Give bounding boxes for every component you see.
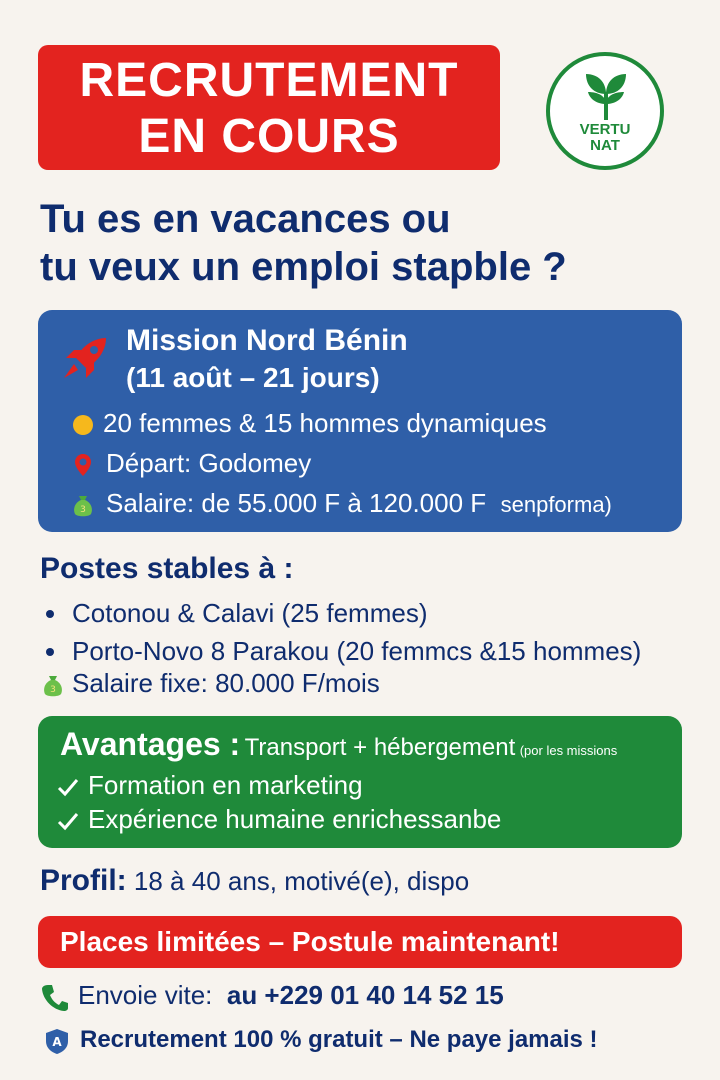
mission-people: 20 femmes & 15 hommes dynamiques <box>103 408 547 438</box>
checkmark-icon <box>56 809 80 833</box>
profile-row <box>40 864 469 898</box>
benefit-text: Expérience humaine enrichessanbe <box>88 804 502 834</box>
mission-card <box>38 310 682 532</box>
mission-dates: (11 août – 21 jours) <box>126 362 380 393</box>
logo-line-1: VERTU <box>579 121 631 138</box>
stable-positions-list <box>40 594 700 670</box>
banner-line-2: EN COURS <box>138 110 400 163</box>
fixed-salary: Salaire fixe: 80.000 F/mois <box>72 668 380 698</box>
rocket-icon <box>60 332 112 384</box>
benefits-small-note: (por les missions <box>519 743 618 758</box>
contact-label: Envoie vite: <box>78 980 213 1010</box>
mission-departure: Départ: Godomey <box>106 448 312 478</box>
headline-line-1: Tu es en vacances ou <box>40 197 451 241</box>
mission-salary-note: senpforma) <box>500 492 612 517</box>
mission-salary-row <box>70 488 612 519</box>
free-note-text: Recrutement 100 % gratuit – Ne paye jamais ! <box>80 1026 598 1053</box>
profile-label: Profil: <box>40 864 127 897</box>
logo-text <box>550 122 660 154</box>
profile-text: 18 à 40 ans, motivé(e), dispo <box>133 866 470 896</box>
contact-row <box>40 980 504 1012</box>
money-bag-icon <box>70 492 96 518</box>
phone-icon <box>40 982 70 1012</box>
banner-line-1: RECRUTEMENT <box>79 54 459 107</box>
stable-positions-title: Postes stables à : <box>40 552 294 585</box>
mission-departure-row <box>70 448 311 479</box>
location-pin-icon <box>70 452 96 478</box>
svg-text:3: 3 <box>80 505 86 516</box>
mission-people-row <box>70 408 547 439</box>
mission-title: Mission Nord Bénin <box>126 324 408 357</box>
fixed-salary-row <box>40 668 380 699</box>
svg-text:A: A <box>52 1034 62 1049</box>
benefits-main: Transport + hébergement <box>244 734 516 761</box>
free-recruitment-note <box>44 1026 598 1055</box>
benefit-item <box>56 770 363 801</box>
checkmark-icon <box>56 775 80 799</box>
money-bag-icon <box>40 672 66 698</box>
sprout-icon <box>578 70 634 122</box>
headline <box>40 195 700 291</box>
benefits-title: Avantages : <box>60 726 241 762</box>
headline-line-2: tu veux un emploi stapble ? <box>40 245 567 289</box>
benefit-item <box>56 804 501 835</box>
benefits-header <box>60 726 617 763</box>
mission-salary: Salaire: de 55.000 F à 120.000 F <box>106 488 487 518</box>
svg-text:3: 3 <box>50 685 56 696</box>
phone-number[interactable]: au +229 01 40 14 52 15 <box>226 980 504 1010</box>
benefits-card <box>38 716 682 848</box>
list-item: Porto-Novo 8 Parakou (20 femmcs &15 hommes) <box>40 632 700 670</box>
list-item: Cotonou & Calavi (25 femmes) <box>40 594 700 632</box>
logo-line-2: NAT <box>590 137 620 154</box>
cta-banner: Places limitées – Postule maintenant! <box>38 916 682 968</box>
shield-icon <box>44 1027 70 1055</box>
yellow-dot-icon <box>73 415 93 435</box>
vertunat-logo <box>546 52 664 170</box>
benefit-text: Formation en marketing <box>88 770 363 800</box>
recruitment-banner <box>38 45 500 170</box>
